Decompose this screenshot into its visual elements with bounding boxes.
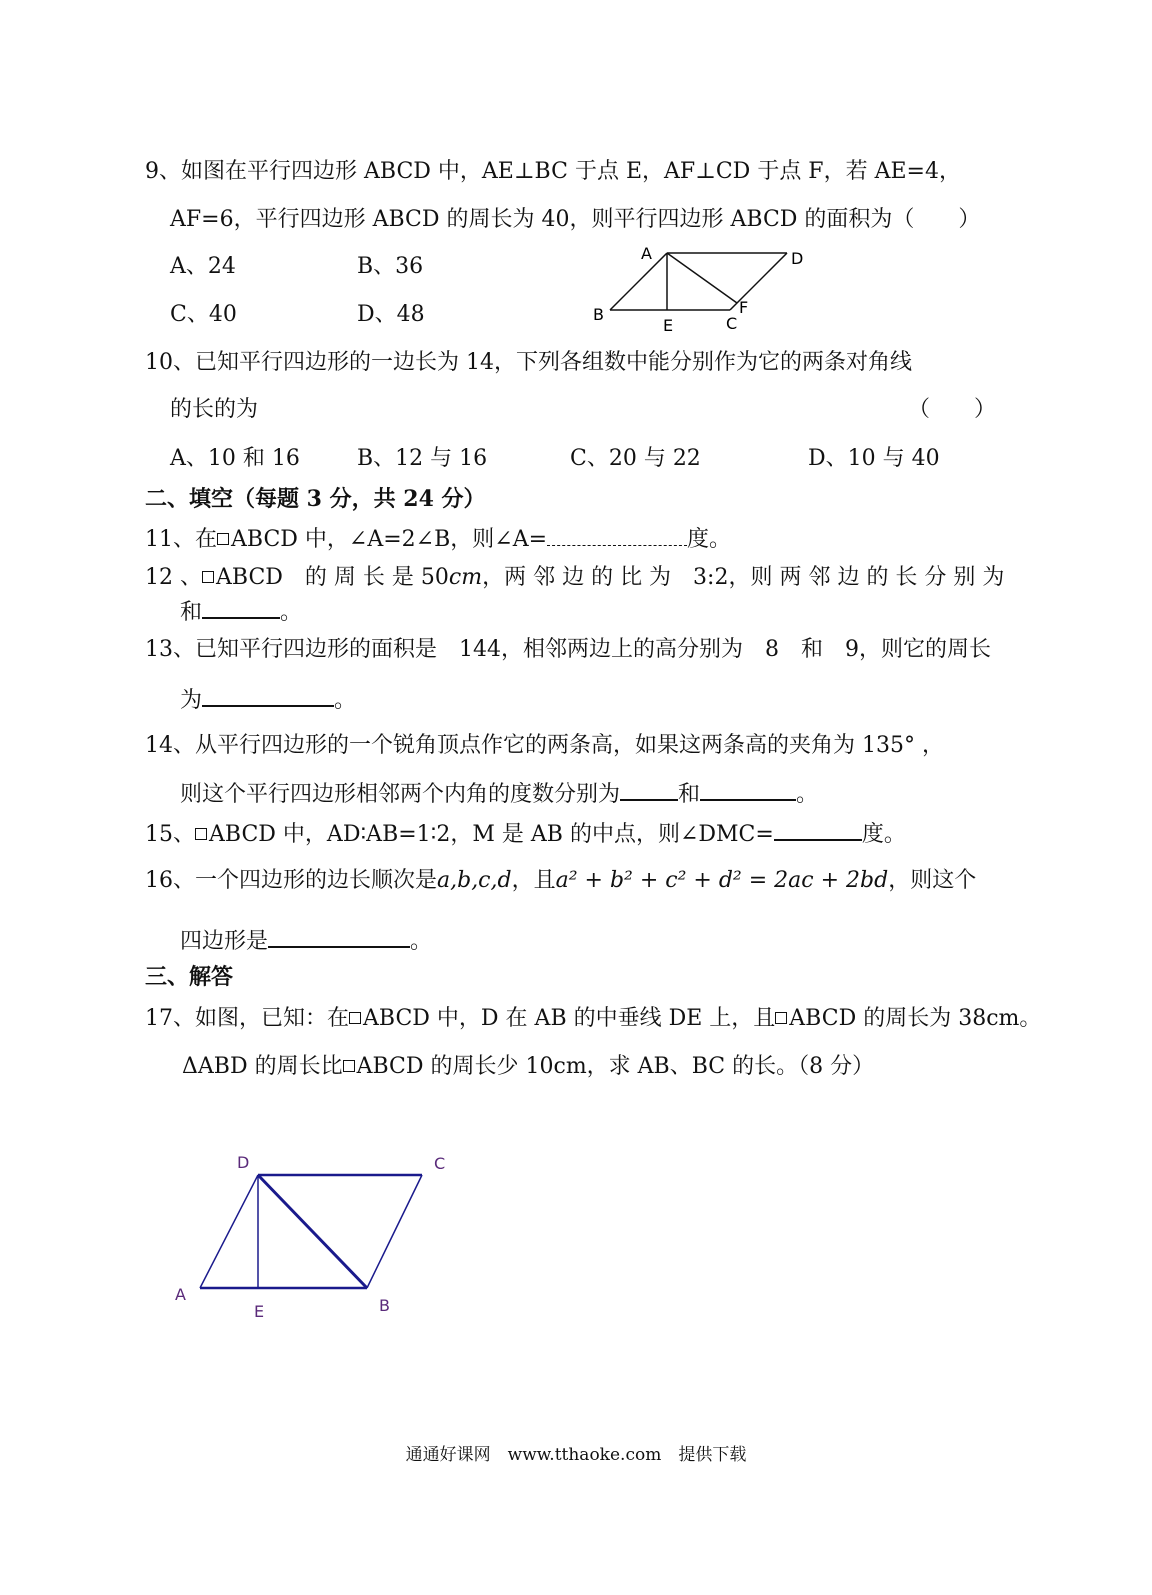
q10-answer-paren: （ ） <box>908 397 997 422</box>
parallelogram-symbol <box>195 828 207 840</box>
section-fill-in-heading: 二、填空（每题 3 分，共 24 分） <box>145 486 486 512</box>
parallelogram-symbol <box>349 1012 361 1024</box>
q15: 15、 ABCD 中，AD∶AB=1∶2，M 是 AB 的中点，则∠DMC= 度。 <box>145 817 906 850</box>
fig17-label-a: A <box>175 1285 186 1304</box>
q9-line2: AF=6，平行四边形 ABCD 的周长为 40，则平行四边形 ABCD 的面积为（ ） <box>170 207 981 232</box>
q13-line1: 13、已知平行四边形的面积是 144，相邻两边上的高分别为 8 和 9，则它的周长 <box>145 637 991 662</box>
q14-line2: 则这个平行四边形相邻两个内角的度数分别为 和 。 <box>180 777 818 810</box>
q16-answer-blank[interactable] <box>268 924 410 948</box>
fig9-label-a: A <box>641 244 652 263</box>
q16-line1: 16、一个四边形的边长顺次是a,b,c,d，且a² + b² + c² + d² = 2ac + 2bd，则这个 <box>145 868 977 893</box>
fig9-label-b: B <box>593 305 604 324</box>
q10-line1: 10、已知平行四边形的一边长为 14，下列各组数中能分别作为它的两条对角线 <box>145 350 912 375</box>
q17-parallelogram-figure <box>160 1140 460 1330</box>
parallelogram-symbol <box>343 1060 355 1072</box>
q17-line1: 17、如图，已知：在 ABCD 中，D 在 AB 的中垂线 DE 上，且 ABCD 的周长为 38cm。 <box>145 1006 1042 1031</box>
q9-option-c: C、40 <box>170 302 237 327</box>
fig9-label-c: C <box>726 314 738 333</box>
q9-option-a: A、24 <box>170 254 236 279</box>
q10-option-a: A、10 和 16 <box>170 446 300 471</box>
parallelogram-symbol <box>217 533 229 545</box>
q12-line1: 12 、 ABCD 的 周 长 是 50cm，两 邻 边 的 比 为 3:2，则 两 邻 边 的 长 分 别 为 <box>145 565 1005 590</box>
fig17-label-b: B <box>379 1296 390 1315</box>
q13-answer-blank[interactable] <box>202 683 334 707</box>
q10-option-c: C、20 与 22 <box>570 446 701 471</box>
page-footer: 通通好课网 www.tthaoke.com 提供下载 <box>405 1445 747 1465</box>
q12-answer-blank[interactable] <box>202 595 280 619</box>
parallelogram-symbol <box>202 571 214 583</box>
q14-line1: 14、从平行四边形的一个锐角顶点作它的两条高，如果这两条高的夹角为 135° ， <box>145 733 944 758</box>
fig9-label-f: F <box>739 298 749 317</box>
q10-option-d: D、10 与 40 <box>808 446 940 471</box>
parallelogram-symbol <box>775 1012 787 1024</box>
q12-line2: 和 。 <box>180 595 302 628</box>
fig9-label-d: D <box>791 249 804 268</box>
fig17-label-c: C <box>434 1154 446 1173</box>
q9-option-b: B、36 <box>357 254 424 279</box>
q10-option-b: B、12 与 16 <box>357 446 488 471</box>
q10-line2: 的长的为 <box>170 397 259 422</box>
fig17-label-e: E <box>254 1302 265 1321</box>
q16-line2: 四边形是 。 <box>180 924 432 957</box>
q14-answer-blank-2[interactable] <box>700 777 796 801</box>
q9-line1: 9、如图在平行四边形 ABCD 中，AE⊥BC 于点 E，AF⊥CD 于点 F，若 AE=4， <box>145 159 961 184</box>
q17-line2: ΔABD 的周长比 ABCD 的周长少 10cm，求 AB、BC 的长。（8 分） <box>182 1054 875 1079</box>
fig17-label-d: D <box>237 1153 250 1172</box>
q13-line2: 为 。 <box>180 683 356 716</box>
q15-answer-blank[interactable] <box>774 817 862 841</box>
q14-answer-blank-1[interactable] <box>620 777 678 801</box>
fig9-label-e: E <box>663 316 674 335</box>
q11: 11、在 ABCD 中，∠A=2∠B，则∠A= 度。 <box>145 523 731 555</box>
q9-parallelogram-figure <box>585 240 815 340</box>
q9-option-d: D、48 <box>357 302 425 327</box>
section-answer-heading: 三、解答 <box>145 964 234 990</box>
q11-answer-blank[interactable] <box>547 523 687 546</box>
